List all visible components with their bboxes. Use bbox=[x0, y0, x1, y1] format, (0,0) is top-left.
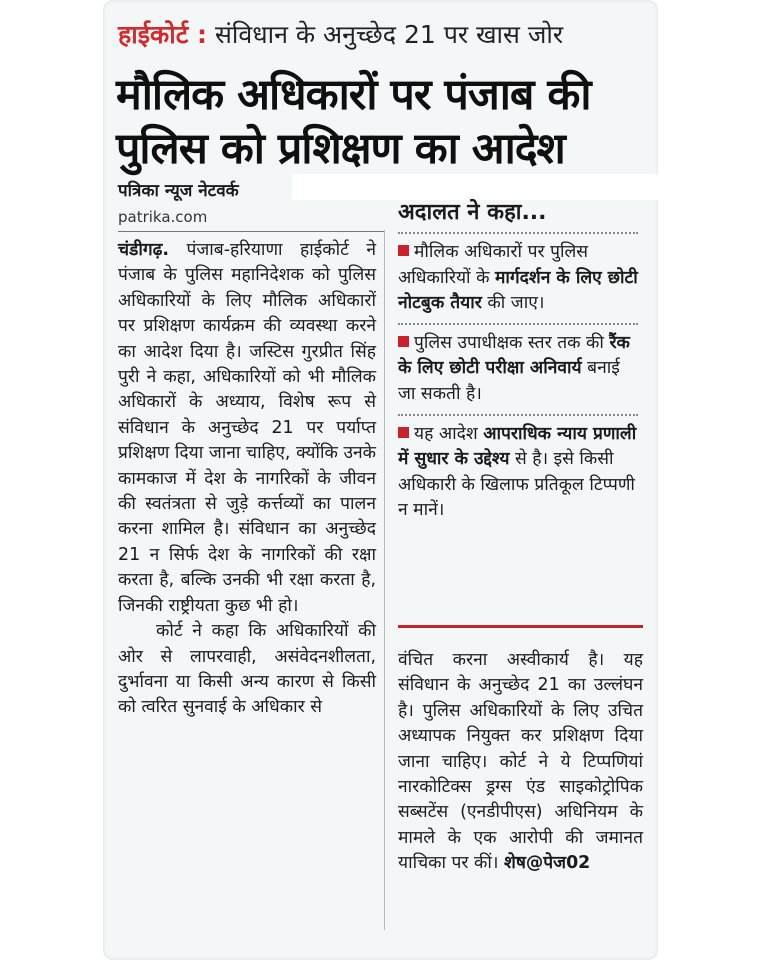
sidebar-item-3 bbox=[398, 422, 638, 524]
square-bullet-icon bbox=[398, 427, 409, 438]
right-column-paragraph bbox=[398, 648, 643, 877]
paragraph-2: कोर्ट ने कहा कि अधिकारियों की ओर से लापरवाही, असंवेदनशीलता, दुर्भावना या किसी अन्य कारण से किसी को त्वरित सुनवाई के अधिकार से bbox=[118, 621, 376, 718]
sidebar-item-text: की जाए। bbox=[481, 293, 545, 314]
sidebar-divider bbox=[398, 414, 638, 416]
headline-line-2: पुलिस को प्रशिक्षण का आदेश bbox=[116, 124, 565, 174]
continued-on-page: शेष@पेज02 bbox=[504, 853, 591, 874]
sidebar-item-2 bbox=[398, 331, 638, 408]
headline-line-1: मौलिक अधिकारों पर पंजाब की bbox=[116, 70, 591, 120]
dateline: चंडीगढ़. bbox=[118, 240, 170, 260]
sidebar-item-1 bbox=[398, 240, 638, 317]
kicker-text: संविधान के अनुच्छेद 21 पर खास जोर bbox=[207, 20, 564, 49]
paragraph-1-text: पंजाब-हरियाणा हाईकोर्ट ने पंजाब के पुलिस महानिदेशक को पुलिस अधिकारियों के लिए मौलिक अधिकारों पर प्रशिक्षण कार्यक्रम की व्यवस्था करने का आदेश दिया है। जस्टिस गुरप्रीत सिंह पुरी ने कहा, अधिकारियों को भी मौलिक अधिकारों के अध्याय, विशेष रूप से संविधान के अनुच्छेद 21 पर पर्याप्त प्रशिक्षण दिया जाना चाहिए, क्योंकि उनके कामकाज में देश के नागरिकों के जीवन की स्वतंत्रता से जुड़े कर्त्तव्यों का पालन करना शामिल है। संविधान का अनुच्छेद 21 न सिर्फ देश के नागरिकों की रक्षा करता है, बल्कि उनकी भी रक्षा करता है, जिनकी राष्ट्रीयता कुछ भी हो। bbox=[118, 240, 376, 616]
sidebar-divider bbox=[398, 323, 638, 325]
right-column-text: वंचित करना अस्वीकार्य है। यह संविधान के अनुच्छेद 21 का उल्लंघन है। पुलिस अधिकारियों के लिए उचित अध्यापक नियुक्त कर प्रशिक्षण दिया जाना चाहिए। कोर्ट ने ये टिप्पणियां नारकोटिक्स ड्रग्स एंड साइकोट्रोपिक सब्सटेंस (एनडीपीएस) अधिनियम के मामले के एक आरोपी की जमानत याचिका पर कीं। bbox=[398, 650, 643, 874]
sidebar-item-bold: आपराधिक न्याय प्रणाली में सुधार के उद्देश्य bbox=[398, 423, 637, 470]
sidebar-item-bold: मार्गदर्शन के लिए छोटी नोटबुक तैयार bbox=[398, 267, 638, 314]
sidebar-item-text: से है। इसे किसी अधिकारी के खिलाफ प्रतिकूल टिप्पणी न मानें। bbox=[398, 449, 635, 521]
sidebar-item-text: पुलिस उपाधीक्षक स्तर तक की bbox=[414, 332, 610, 353]
sidebar-item-text: बनाई जा सकती है। bbox=[398, 358, 620, 404]
column-divider bbox=[384, 230, 385, 930]
sidebar-title: अदालत ने कहा... bbox=[398, 200, 547, 225]
sidebar-divider bbox=[398, 232, 638, 234]
sidebar-item-text: यह आदेश bbox=[414, 423, 484, 444]
sidebar-bottom-rule bbox=[398, 625, 643, 628]
byline: पत्रिका न्यूज नेटवर्क bbox=[118, 181, 239, 201]
square-bullet-icon bbox=[398, 245, 409, 256]
sidebar-box bbox=[398, 196, 638, 616]
website-label: patrika.com bbox=[118, 208, 208, 226]
kicker-line bbox=[118, 18, 563, 52]
kicker-tag: हाईकोर्ट : bbox=[118, 20, 208, 49]
left-column bbox=[118, 238, 376, 721]
byline-divider bbox=[118, 231, 384, 232]
paragraph-1 bbox=[118, 238, 376, 619]
sidebar-item-text: मौलिक अधिकारों पर पुलिस अधिकारियों के bbox=[398, 242, 589, 288]
sidebar-item-bold: रैंक के लिए छोटी परीक्षा अनिवार्य bbox=[398, 332, 630, 379]
right-column bbox=[398, 648, 643, 877]
square-bullet-icon bbox=[398, 336, 409, 347]
